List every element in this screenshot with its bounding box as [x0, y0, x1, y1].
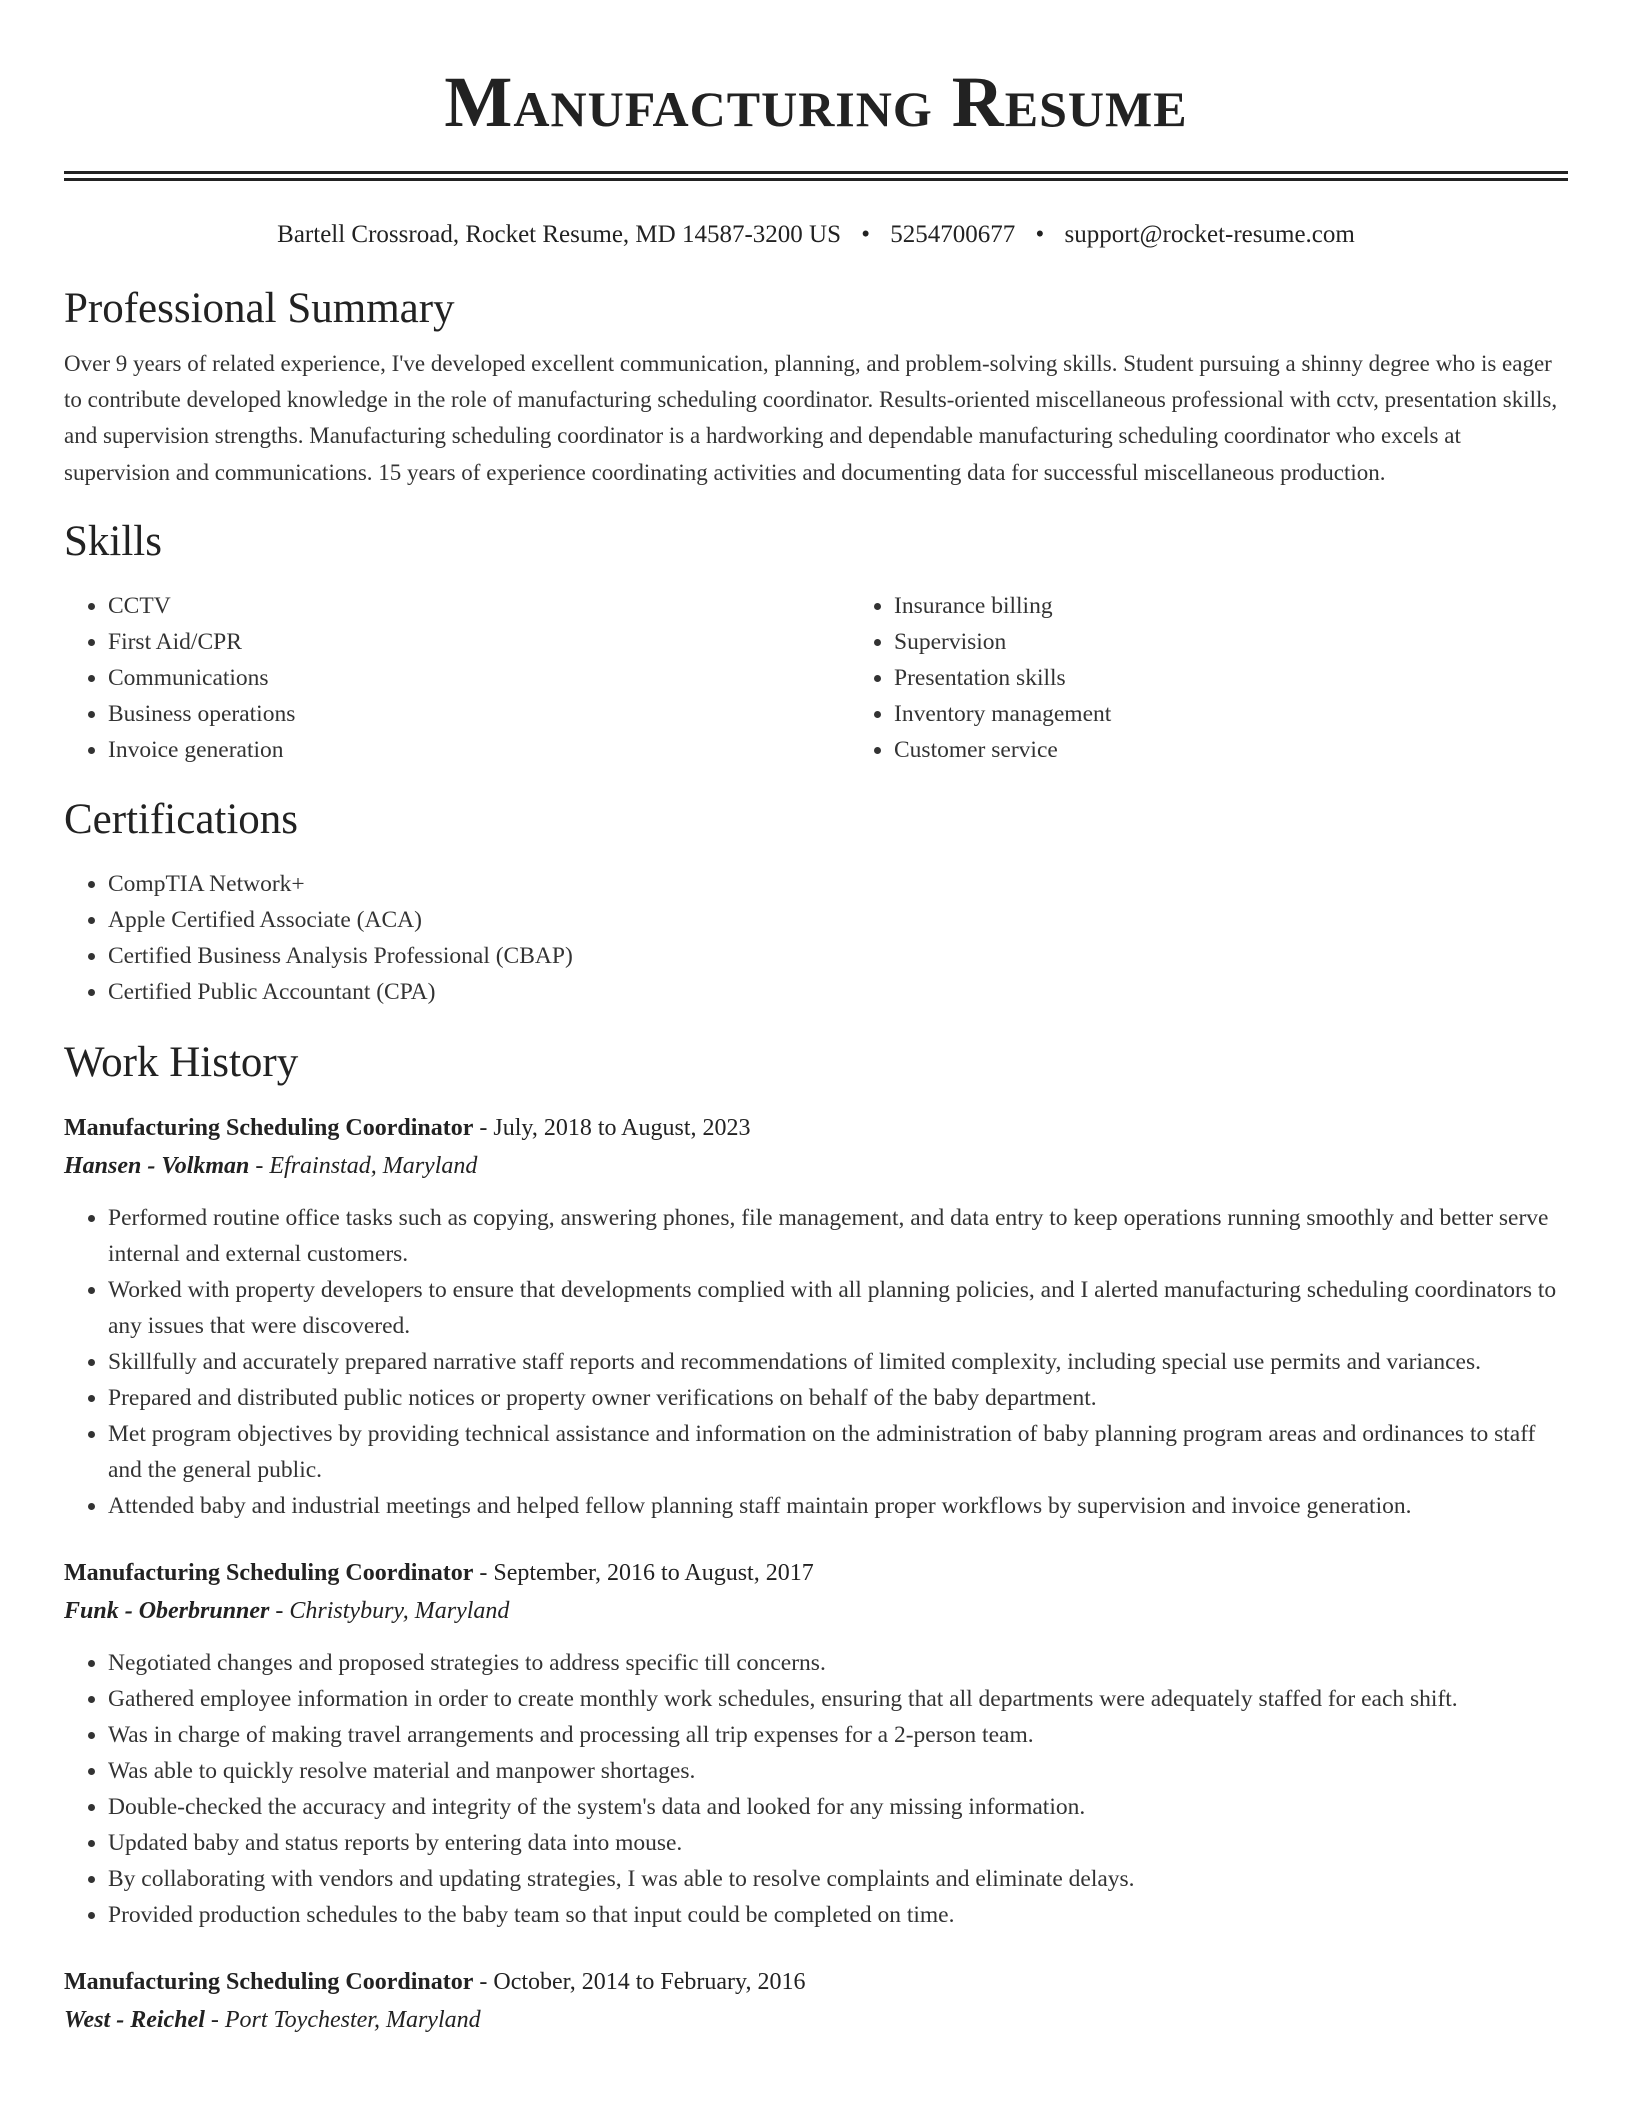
- skill-item: • Inventory management: [894, 696, 1111, 732]
- job-bullet: • Was in charge of making travel arrangements and processing all trip expenses for a 2-person team.: [108, 1717, 1568, 1753]
- work-history-heading: Work History: [64, 1038, 299, 1086]
- contact-address: Bartell Crossroad, Rocket Resume, MD 14587-3200 US: [277, 221, 841, 248]
- job-company-line: [64, 2001, 1568, 2039]
- certification-item: • CompTIA Network+: [108, 866, 1568, 902]
- skill-item: • First Aid/CPR: [108, 624, 850, 660]
- skill-item: • Supervision: [894, 624, 1111, 660]
- job-bullet: • Performed routine office tasks such as copying, answering phones, file management, and data entry to keep operations running smoothly and better serve internal and external customers.: [108, 1200, 1568, 1272]
- job-bullets: [64, 1645, 1568, 1933]
- job-dates: - September, 2016 to August, 2017: [473, 1559, 814, 1586]
- job-bullet: • Was able to quickly resolve material and manpower shortages.: [108, 1753, 1568, 1789]
- job-bullet: • Updated baby and status reports by entering data into mouse.: [108, 1825, 1568, 1861]
- certification-item: • Apple Certified Associate (ACA): [108, 902, 1568, 938]
- job-title: Manufacturing Scheduling Coordinator: [64, 1114, 474, 1141]
- job-dates: - October, 2014 to February, 2016: [473, 1968, 806, 1995]
- skills-heading: Skills: [64, 517, 162, 565]
- skill-item: • Invoice generation: [108, 732, 850, 768]
- certification-item: • Certified Business Analysis Professional (CBAP): [108, 938, 1568, 974]
- job-bullet: • Attended baby and industrial meetings and helped fellow planning staff maintain proper workflows by supervision and invoice generation.: [108, 1488, 1568, 1524]
- job-company-line: [64, 1147, 1568, 1185]
- job-title: Manufacturing Scheduling Coordinator: [64, 1968, 474, 1995]
- contact-separator: •: [861, 221, 871, 248]
- job-dates: - July, 2018 to August, 2023: [473, 1114, 751, 1141]
- skill-item: • CCTV: [108, 588, 850, 624]
- certifications-list: [64, 866, 1568, 1010]
- job-company: West - Reichel: [64, 2006, 205, 2033]
- job-entry: [64, 1963, 1568, 2039]
- job-title: Manufacturing Scheduling Coordinator: [64, 1559, 474, 1586]
- contact-separator: •: [1035, 221, 1045, 248]
- skill-item: • Customer service: [894, 732, 1111, 768]
- job-bullet: • Worked with property developers to ensure that developments complied with all planning policies, and I alerted manufacturing scheduling coordinators to any issues that were discovered.: [108, 1272, 1568, 1344]
- job-bullet: • Skillfully and accurately prepared narrative staff reports and recommendations of limited complexity, including special use permits and variances.: [108, 1344, 1568, 1380]
- summary-text: Over 9 years of related experience, I've developed excellent communication, planning, and problem-solving skills. Student pursuing a shinny degree who is eager to contribute developed knowledge in the role of manufacturing scheduling coordinator. Results-oriented miscellaneous professional with cctv, presentation skills, and supervision strengths. Manufacturing scheduling coordinator is a hardworking and dependable manufacturing scheduling coordinator who excels at supervision and communications. 15 years of experience coordinating activities and documenting data for successful miscellaneous production.: [64, 351, 1558, 485]
- skills-list-left: [64, 588, 850, 768]
- certification-item: • Certified Public Accountant (CPA): [108, 974, 1568, 1010]
- contact-line: [64, 218, 1568, 252]
- certifications-heading: Certifications: [64, 795, 299, 843]
- job-bullet: • Prepared and distributed public notices or property owner verifications on behalf of the baby department.: [108, 1380, 1568, 1416]
- job-title-line: [64, 1554, 1568, 1592]
- skills-columns: [64, 588, 1568, 768]
- job-location: - Efrainstad, Maryland: [249, 1152, 478, 1179]
- title-divider: [64, 171, 1568, 181]
- skill-item: • Presentation skills: [894, 660, 1111, 696]
- job-company: Hansen - Volkman: [64, 1152, 250, 1179]
- job-bullet: • Negotiated changes and proposed strategies to address specific till concerns.: [108, 1645, 1568, 1681]
- skill-item: • Insurance billing: [894, 588, 1111, 624]
- skills-list-right: [850, 588, 1111, 768]
- contact-phone: 5254700677: [890, 221, 1016, 248]
- job-title-line: [64, 1963, 1568, 2001]
- summary-heading: Professional Summary: [64, 285, 455, 332]
- job-location: - Port Toychester, Maryland: [204, 2006, 481, 2033]
- job-bullet: • Double-checked the accuracy and integrity of the system's data and looked for any missing information.: [108, 1789, 1568, 1825]
- job-entry: [64, 1109, 1568, 1524]
- job-bullet: • Provided production schedules to the baby team so that input could be completed on time.: [108, 1897, 1568, 1933]
- job-company-line: [64, 1592, 1568, 1630]
- job-bullets: [64, 1200, 1568, 1524]
- job-location: - Christybury, Maryland: [269, 1597, 510, 1624]
- job-bullet: • Gathered employee information in order to create monthly work schedules, ensuring that all departments were adequately staffed for each shift.: [108, 1681, 1568, 1717]
- skill-item: • Business operations: [108, 696, 850, 732]
- job-bullet: • Met program objectives by providing technical assistance and information on the administration of baby planning program areas and ordinances to staff and the general public.: [108, 1416, 1568, 1488]
- contact-email: support@rocket-resume.com: [1064, 221, 1355, 248]
- job-entry: [64, 1554, 1568, 1933]
- job-title-line: [64, 1109, 1568, 1147]
- job-bullet: • By collaborating with vendors and updating strategies, I was able to resolve complaints and eliminate delays.: [108, 1861, 1568, 1897]
- page-title: Manufacturing Resume: [444, 62, 1188, 142]
- skill-item: • Communications: [108, 660, 850, 696]
- job-company: Funk - Oberbrunner: [64, 1597, 270, 1624]
